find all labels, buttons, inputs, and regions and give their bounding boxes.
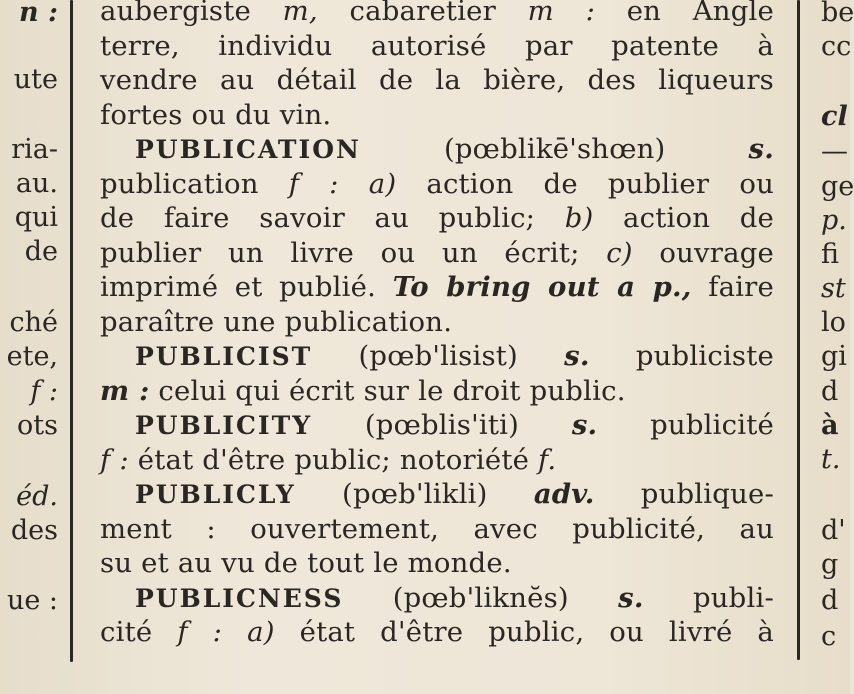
headword: PUBLICLY: [135, 480, 296, 509]
headword: PUBLICIST: [135, 342, 313, 371]
left-fragment: n :: [19, 0, 58, 28]
right-fragment: c: [821, 621, 837, 652]
left-fragment: ria-: [11, 134, 58, 165]
right-fragment: p.: [821, 205, 847, 236]
right-fragment: st: [821, 273, 846, 304]
text-line: m : celui qui écrit sur le droit public.: [100, 374, 626, 407]
text-line: fortes ou du vin.: [100, 98, 332, 131]
left-fragment: ete,: [6, 341, 58, 372]
entry-publicity: PUBLICITY (pœblis'iti) s. publicité: [135, 409, 774, 441]
headword: PUBLICITY: [135, 411, 313, 440]
text-line: terre, individu autorisé par patente à: [100, 29, 774, 62]
right-fragment: gi: [821, 341, 847, 372]
text-line: publier un livre ou un écrit; c) ouvrage: [100, 236, 775, 269]
entry-publication: PUBLICATION (pœblikē'shœn) s.: [135, 133, 774, 165]
text-line: imprimé et publié. To bring out a p., faire: [100, 271, 774, 303]
right-fragment: ge: [821, 171, 854, 202]
main-column: [100, 0, 774, 650]
right-fragment: cc: [821, 31, 852, 62]
left-fragment: f :: [30, 376, 58, 407]
right-fragment: be: [821, 0, 854, 28]
text-line: de faire savoir au public; b) action de: [100, 202, 774, 234]
left-fragment: qui: [14, 202, 58, 233]
headword: PUBLICATION: [135, 135, 361, 164]
text-line: ment : ouvertement, avec publicité, au: [100, 512, 774, 545]
right-fragment: t.: [821, 444, 841, 475]
left-fragment: des: [10, 515, 58, 546]
left-column-rule: [70, 0, 73, 662]
right-fragment: fi: [821, 239, 840, 270]
headword: PUBLICNESS: [135, 583, 344, 613]
right-fragment: g: [821, 549, 839, 580]
right-fragment: —: [821, 136, 848, 167]
entry-publicist: PUBLICIST (pœb'lisist) s. publiciste: [135, 340, 774, 372]
text-line: aubergiste m, cabaretier m : en Angle: [100, 0, 774, 27]
text-line: publication f : a) action de publier ou: [100, 167, 774, 200]
left-fragment: de: [24, 236, 58, 267]
right-fragment: d: [821, 376, 839, 407]
text-line: cité f : a) état d'être public, ou livré à: [100, 616, 774, 648]
right-fragment: lo: [821, 307, 846, 338]
right-column-rule: [797, 0, 800, 660]
entry-publicly: PUBLICLY (pœb'likli) adv. publique-: [135, 478, 774, 510]
left-fragment: ue :: [6, 585, 58, 616]
left-fragment: ché: [9, 307, 58, 338]
left-fragment: au.: [15, 168, 58, 199]
text-line: vendre au détail de la bière, des liqueurs: [100, 64, 774, 96]
left-fragment: ots: [17, 410, 58, 441]
right-fragment: d: [821, 585, 839, 616]
text-line: f : état d'être public; notoriété f.: [100, 443, 557, 476]
left-fragment: ute: [13, 64, 58, 95]
right-fragment: à: [821, 410, 839, 441]
text-line: paraître une publication.: [100, 305, 453, 338]
right-fragment: cl: [821, 101, 848, 132]
left-fragment: éd.: [16, 481, 58, 512]
text-line: su et au vu de tout le monde.: [100, 547, 512, 579]
entry-publicness: PUBLICNESS (pœb'liknĕs) s. publi-: [135, 581, 774, 614]
right-fragment: d': [821, 515, 846, 546]
